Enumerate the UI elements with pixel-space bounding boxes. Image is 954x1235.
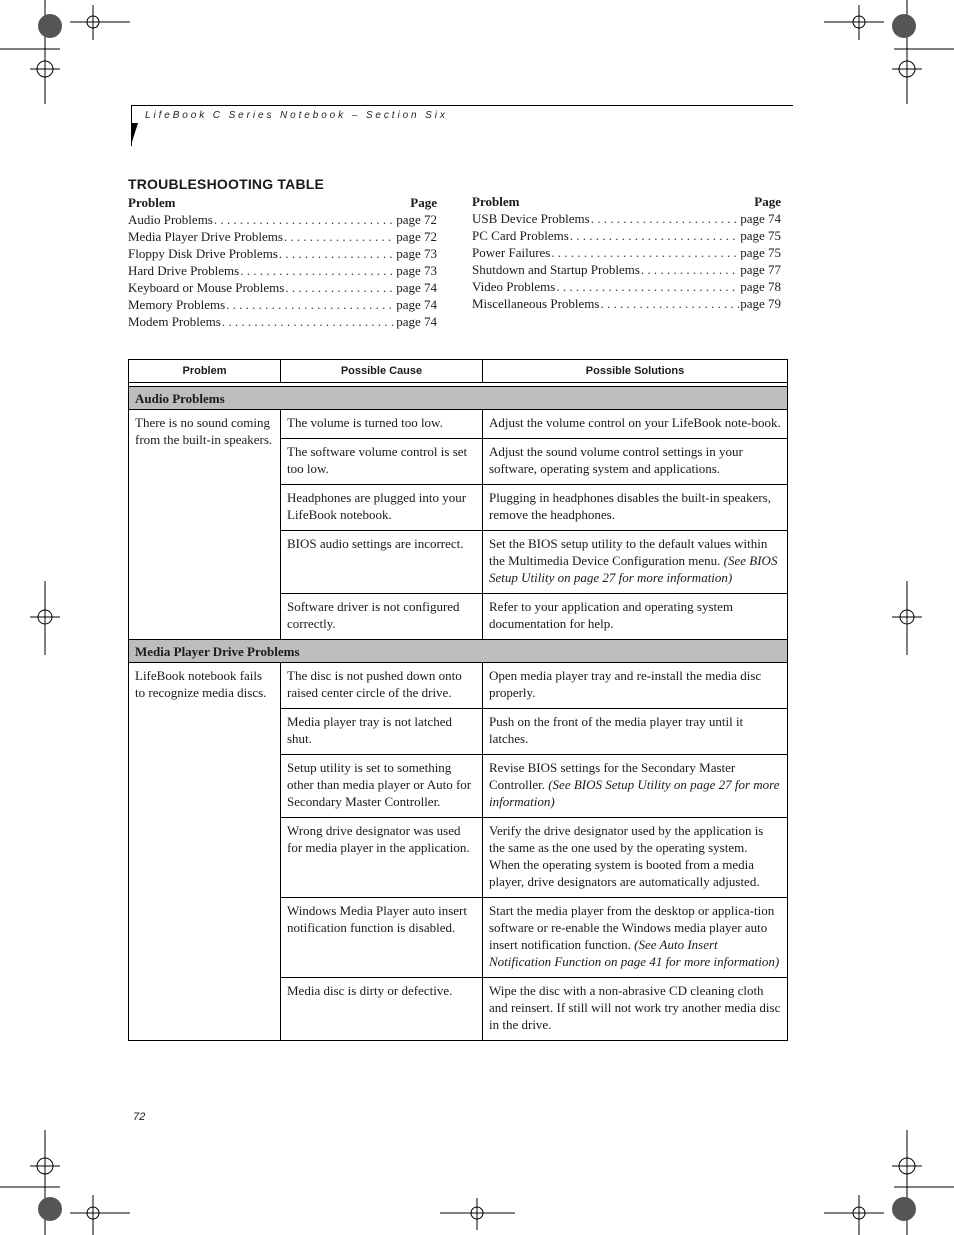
solution-cell [483,818,788,898]
toc-entry [128,228,437,245]
cause-cell: The software volume control is set too low. [281,439,483,485]
running-header: LifeBook C Series Notebook – Section Six [145,110,448,121]
toc-entry-page: page 77 [740,262,781,277]
toc-entry [472,295,781,312]
toc-entry-name: Audio Problems [128,212,213,227]
table-row [129,663,788,709]
toc-entry-name: Keyboard or Mouse Problems [128,280,285,295]
solution-cell [483,531,788,594]
toc-right [472,193,781,312]
col-header-problem: Problem [129,360,281,383]
cause-cell: The volume is turned too low. [281,410,483,439]
toc-entry [128,279,437,296]
toc-entry [128,262,437,279]
toc-leader-dots [556,278,739,295]
cause-cell: Media disc is dirty or defective. [281,978,483,1041]
toc-entry-page: page 78 [740,279,781,294]
toc-entry-page: page 75 [740,228,781,243]
toc-entry [128,296,437,313]
toc-col-page: Page [754,194,781,209]
solution-cell [483,898,788,978]
solution-cell [483,978,788,1041]
toc-entry-name: Floppy Disk Drive Problems [128,246,278,261]
toc-entry-page: page 79 [740,296,781,311]
cause-cell: Software driver is not configured correctly. [281,594,483,640]
col-header-cause: Possible Cause [281,360,483,383]
header-wedge [131,123,138,145]
toc-leader-dots [214,211,395,228]
toc-leader-dots [285,279,395,296]
solution-text: Adjust the sound volume control settings in your software, operating system and applications. [489,444,743,476]
toc-entry [128,211,437,228]
toc-entry-name: Hard Drive Problems [128,263,240,278]
toc-entry-page: page 74 [396,314,437,329]
toc-entry-name: Shutdown and Startup Problems [472,262,640,277]
solution-text: Wipe the disc with a non-abrasive CD cleaning cloth and reinsert. If still will not work try another media disc in the drive. [489,983,781,1032]
solution-cell [483,410,788,439]
toc-header [128,194,437,211]
solution-cell [483,439,788,485]
toc-entry-name: Modem Problems [128,314,221,329]
table-row [129,410,788,439]
toc-entry-page: page 72 [396,229,437,244]
toc-entry-name: Power Failures [472,245,551,260]
solution-cell [483,755,788,818]
solution-cell [483,663,788,709]
toc-entry-page: page 72 [396,212,437,227]
cause-cell: Wrong drive designator was used for media player in the application. [281,818,483,898]
toc-leader-dots [591,210,739,227]
toc-leader-dots [600,295,739,312]
cause-cell: Windows Media Player auto insert notification function is disabled. [281,898,483,978]
problem-cell: LifeBook notebook fails to recognize media discs. [129,663,281,1041]
table-header-row [129,360,788,383]
cause-cell: Setup utility is set to something other than media player or Auto for Secondary Master Controller. [281,755,483,818]
toc-col-page: Page [410,195,437,210]
solution-reference-note: (See Auto Insert Notification Function on page 41 for more information) [489,937,780,969]
solution-text: Plugging in headphones disables the built-in speakers, remove the headphones. [489,490,771,522]
category-title: Audio Problems [129,387,788,410]
toc-entry [472,261,781,278]
category-row [129,640,788,663]
solution-reference-note: (See BIOS Setup Utility on page 27 for more information) [489,777,780,809]
col-header-solutions: Possible Solutions [483,360,788,383]
category-row [129,387,788,410]
toc-entry [472,244,781,261]
header-rule [131,105,793,106]
toc-entry [472,278,781,295]
solution-text: Verify the drive designator used by the application is the same as the one used by the operating system. When the operating system is booted from a media player, drive designators are automatically adjusted. [489,823,764,889]
solution-text: Revise BIOS settings for the Secondary Master Controller. [489,760,736,792]
toc-entry [128,313,437,330]
toc-leader-dots [279,245,395,262]
page-number: 72 [133,1111,146,1123]
solution-text: Set the BIOS setup utility to the default values within the Multimedia Device Configuration menu. [489,536,768,568]
solution-text: Open media player tray and re-install the media disc properly. [489,668,762,700]
problem-cell: There is no sound coming from the built-in speakers. [129,410,281,640]
toc-entry [128,245,437,262]
cause-cell: The disc is not pushed down onto raised center circle of the drive. [281,663,483,709]
toc-header [472,193,781,210]
toc-col-problem: Problem [128,195,176,210]
toc-col-problem: Problem [472,194,520,209]
toc-leader-dots [641,261,739,278]
toc-entry-name: Video Problems [472,279,556,294]
cause-cell: Headphones are plugged into your LifeBook notebook. [281,485,483,531]
toc-entry [472,227,781,244]
solution-reference-note: (See BIOS Setup Utility on page 27 for more information) [489,553,778,585]
toc-leader-dots [222,313,395,330]
toc-leader-dots [570,227,739,244]
toc-entry-name: Media Player Drive Problems [128,229,283,244]
toc-entry-name: PC Card Problems [472,228,569,243]
toc-leader-dots [226,296,395,313]
toc-entry-name: Miscellaneous Problems [472,296,600,311]
section-title: TROUBLESHOOTING TABLE [128,176,325,192]
solution-cell [483,709,788,755]
toc-entry-name: Memory Problems [128,297,226,312]
toc-left [128,194,437,330]
cause-cell: BIOS audio settings are incorrect. [281,531,483,594]
solution-text: Start the media player from the desktop or applica-tion software or re-enable the Windows media player auto insert notification function. [489,903,775,952]
solution-text: Adjust the volume control on your LifeBook note-book. [489,415,781,430]
solution-text: Push on the front of the media player tray until it latches. [489,714,744,746]
toc-leader-dots [284,228,395,245]
toc-entry-name: USB Device Problems [472,211,590,226]
troubleshooting-table [128,359,788,1041]
category-title: Media Player Drive Problems [129,640,788,663]
solution-cell [483,594,788,640]
toc-entry-page: page 73 [396,246,437,261]
toc-entry-page: page 74 [396,280,437,295]
solution-text: Refer to your application and operating system documentation for help. [489,599,734,631]
cause-cell: Media player tray is not latched shut. [281,709,483,755]
toc-entry-page: page 75 [740,245,781,260]
toc-entry-page: page 74 [740,211,781,226]
toc-leader-dots [240,262,395,279]
toc-entry [472,210,781,227]
solution-cell [483,485,788,531]
toc-leader-dots [551,244,739,261]
toc-entry-page: page 74 [396,297,437,312]
toc-entry-page: page 73 [396,263,437,278]
